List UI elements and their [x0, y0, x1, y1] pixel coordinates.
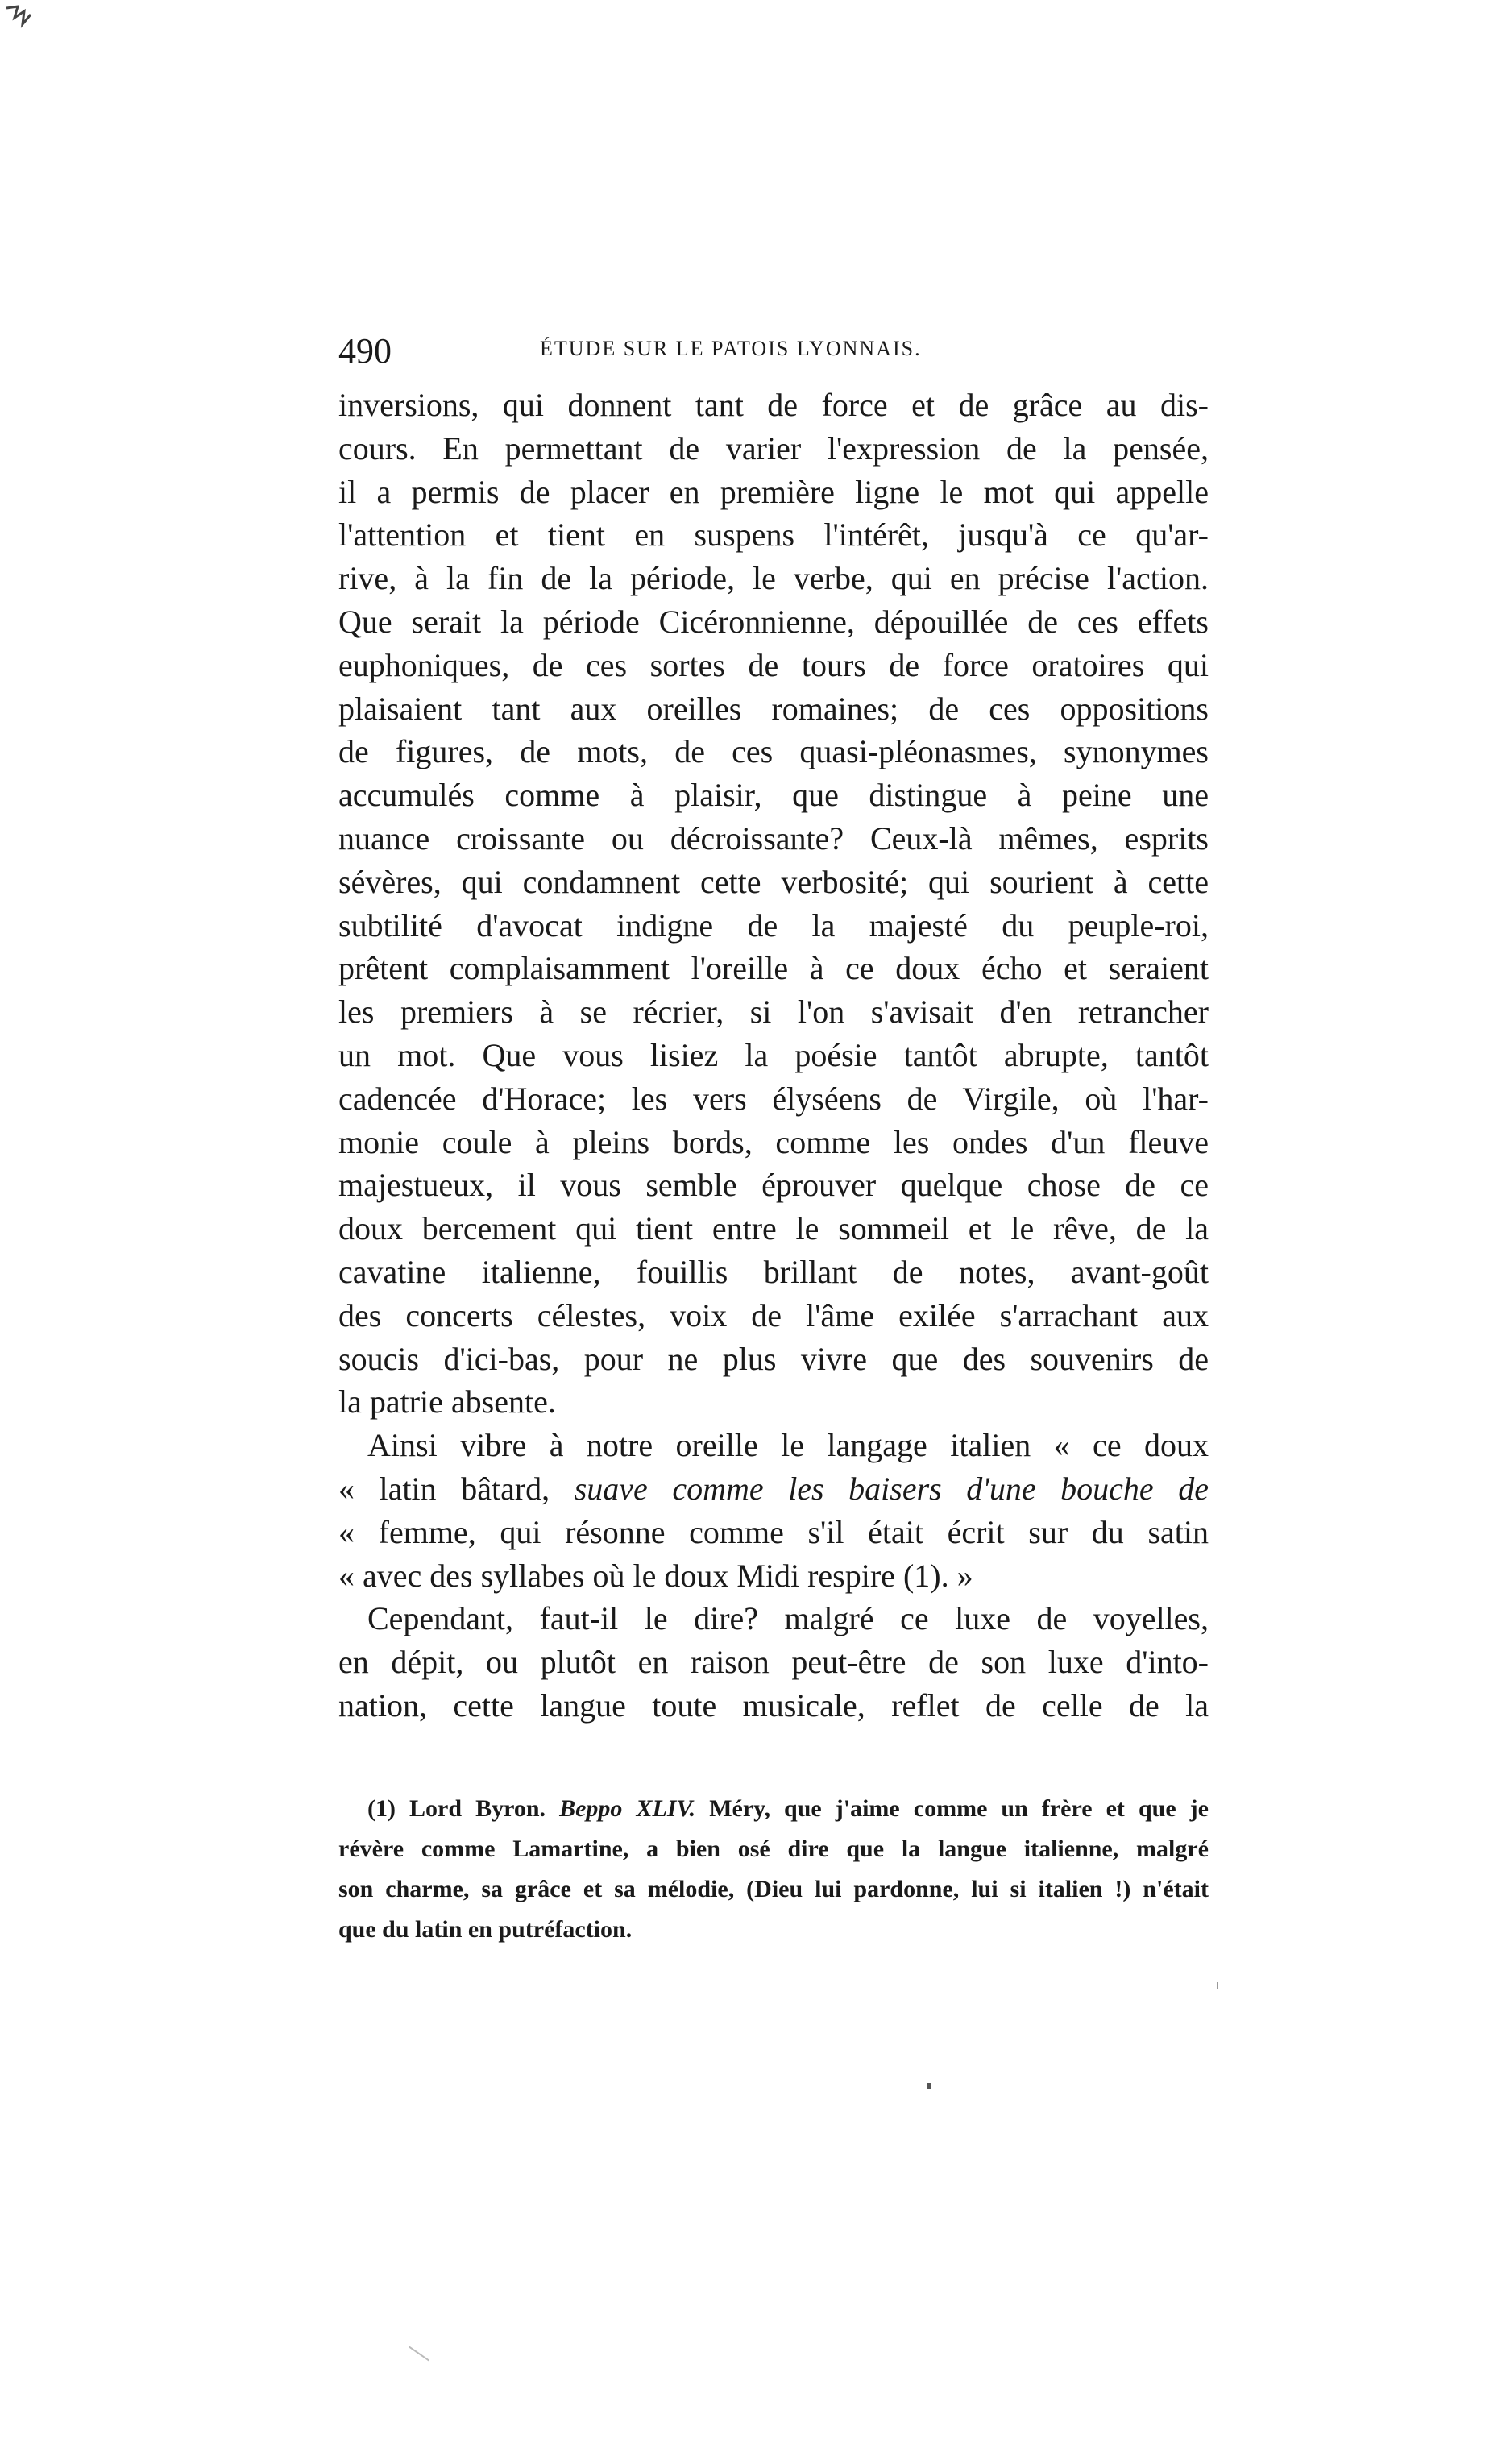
footnote-line: que du latin en putréfaction.: [338, 1916, 633, 1943]
text-line: subtilité d'avocat indigne de la majesté du peuple-roi,: [338, 906, 1209, 944]
text-line: Cependant, faut-il le dire? malgré ce luxe de voyelles,: [367, 1600, 1209, 1637]
text-line: l'attention et tient en suspens l'intérêt, jusqu'à ce qu'ar-: [338, 516, 1209, 554]
footnote-marker: (1): [367, 1795, 396, 1822]
text-line: un mot. Que vous lisiez la poésie tantôt abrupte, tantôt: [338, 1036, 1209, 1073]
footnote: [338, 1789, 1209, 1950]
text-line: prêtent complaisamment l'oreille à ce doux écho et seraient: [338, 950, 1209, 987]
page-header: [338, 330, 1209, 379]
speck-mark: [927, 2083, 931, 2089]
quote-prefix: « latin bâtard,: [338, 1470, 575, 1507]
quote-line: [338, 1467, 1209, 1511]
running-title: ÉTUDE SUR LE PATOIS LYONNAIS.: [540, 337, 922, 360]
text-line: rive, à la fin de la période, le verbe, qui en précise l'action.: [338, 560, 1209, 597]
text-line: nuance croissante ou décroissante? Ceux-là mêmes, esprits: [338, 819, 1209, 857]
text-line: cavatine italienne, fouillis brillant de notes, avant-goût: [338, 1253, 1209, 1290]
text-line: euphoniques, de ces sortes de tours de force oratoires qui: [338, 646, 1209, 683]
speck-mark: [409, 2346, 429, 2362]
text-line: plaisaient tant aux oreilles romaines; de ces oppositions: [338, 690, 1209, 727]
footnote-line: son charme, sa grâce et sa mélodie, (Dieu lui pardonne, lui si italien !) n'était: [338, 1876, 1209, 1902]
text-line: en dépit, ou plutôt en raison peut-être de son luxe d'into-: [338, 1644, 1209, 1681]
text-line: Que serait la période Cicéronnienne, dépouillée de ces effets: [338, 603, 1209, 640]
quote-italic: suave comme les baisers d'une bouche de: [574, 1470, 1209, 1507]
text-line: monie coule à pleins bords, comme les ondes d'un fleuve: [338, 1123, 1209, 1160]
speck-mark: [1217, 1982, 1218, 1989]
footnote-line: révère comme Lamartine, a bien osé dire que la langue italienne, malgré: [338, 1836, 1209, 1862]
quote-line: « femme, qui résonne comme s'il était écrit sur du satin: [338, 1513, 1209, 1550]
footnote-text: Méry, que j'aime comme un frère et que je: [695, 1795, 1209, 1822]
text-line: de figures, de mots, de ces quasi-pléonasmes, synonymes: [338, 733, 1209, 770]
text-line: la patrie absente.: [338, 1383, 556, 1421]
footnote-text: Lord Byron.: [395, 1795, 560, 1822]
quote-line: Ainsi vibre à notre oreille le langage italien « ce doux: [367, 1427, 1209, 1464]
text-line: soucis d'ici-bas, pour ne plus vivre que des souvenirs de: [338, 1340, 1209, 1377]
text-line: inversions, qui donnent tant de force et de grâce au dis-: [338, 387, 1209, 423]
footnote-line: [338, 1789, 1209, 1829]
text-line: nation, cette langue toute musicale, reflet de celle de la: [338, 1686, 1209, 1724]
text-line: les premiers à se récrier, si l'on s'avisait d'en retrancher: [338, 993, 1209, 1031]
footnote-italic: Beppo XLIV.: [559, 1795, 696, 1822]
text-line: il a permis de placer en première ligne le mot qui appelle: [338, 473, 1209, 510]
text-line: accumulés comme à plaisir, que distingue à peine une: [338, 777, 1209, 814]
text-line: cadencée d'Horace; les vers élyséens de Virgile, où l'har-: [338, 1080, 1209, 1117]
text-line: majestueux, il vous semble éprouver quelque chose de ce: [338, 1167, 1209, 1204]
main-text: [338, 384, 1209, 1728]
quote-line: « avec des syllabes où le doux Midi respire (1). »: [338, 1557, 973, 1594]
text-line: des concerts célestes, voix de l'âme exilée s'arrachant aux: [338, 1296, 1209, 1334]
text-line: doux bercement qui tient entre le sommeil et le rêve, de la: [338, 1210, 1209, 1247]
corner-scribble-mark: [0, 0, 64, 40]
page-number: 490: [338, 331, 392, 371]
text-line: sévères, qui condamnent cette verbosité; qui sourient à cette: [338, 863, 1209, 900]
text-line: cours. En permettant de varier l'expression de la pensée,: [338, 429, 1209, 467]
